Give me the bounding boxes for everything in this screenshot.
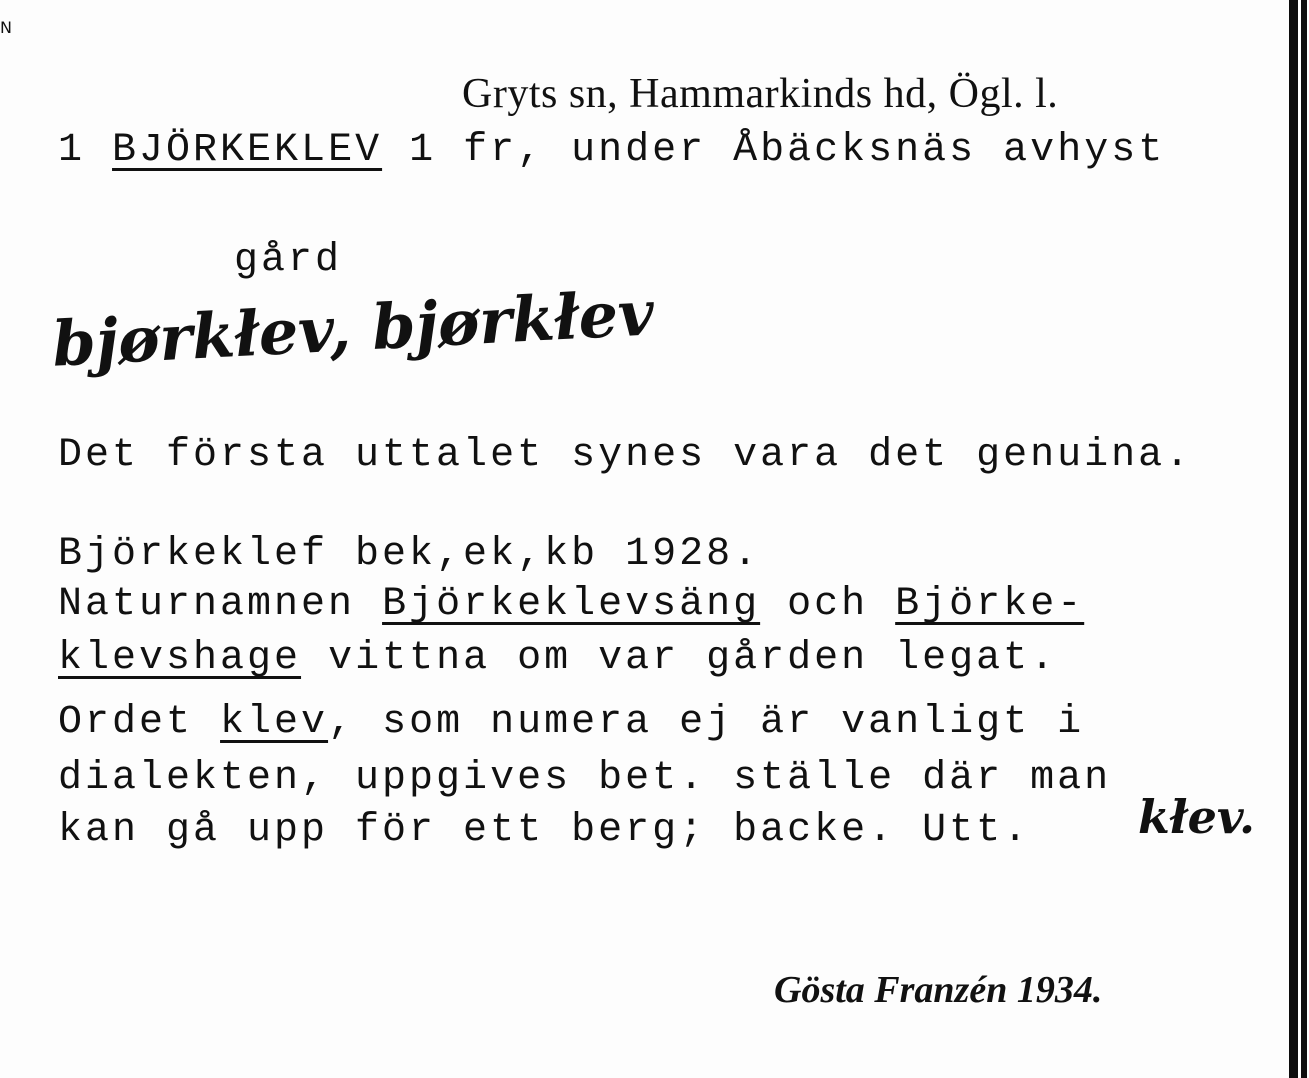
card-right-edge-gap bbox=[1298, 0, 1301, 1078]
entry-number: 1 bbox=[58, 128, 86, 173]
entry-description-continued: gård bbox=[234, 238, 343, 283]
word-note-line-3 bbox=[58, 808, 1030, 853]
handwritten-utt: kłev. bbox=[1138, 790, 1255, 844]
nature-names-middle: och bbox=[787, 582, 869, 627]
location-line: Gryts sn, Hammarkinds hd, Ögl. l. bbox=[462, 71, 1059, 117]
nature-name-2-part1: Björke- bbox=[895, 582, 1085, 627]
entry-name: BJÖRKEKLEV bbox=[112, 128, 383, 173]
record-line: Björkeklef bek,ek,kb 1928. bbox=[58, 532, 761, 577]
signature: Gösta Franzén 1934. bbox=[774, 969, 1103, 1011]
word-note-line-2: dialekten, uppgives bet. ställe där man bbox=[58, 756, 1112, 801]
word-note-line-1 bbox=[58, 700, 1084, 745]
handwritten-pronunciation: bjørkłev, bjørkłev bbox=[50, 276, 656, 381]
word-note-prefix: Ordet bbox=[58, 700, 194, 745]
word-note-line1-rest: , som numera ej är vanligt i bbox=[328, 700, 1085, 745]
nature-names-suffix: vittna om var gården legat. bbox=[328, 636, 1058, 681]
nature-name-2-part2: klevshage bbox=[58, 636, 302, 681]
word-note-line3-text: kan gå upp för ett berg; backe. Utt. bbox=[58, 808, 1031, 853]
word-note-word: klev bbox=[220, 700, 329, 745]
nature-name-1: Björkeklevsäng bbox=[382, 582, 761, 627]
nature-names-line bbox=[58, 582, 1084, 627]
entry-line bbox=[58, 128, 1165, 173]
corner-mark: N bbox=[0, 18, 12, 37]
nature-names-line-2 bbox=[58, 636, 1057, 681]
note-genuine: Det första uttalet synes vara det genuina. bbox=[58, 433, 1193, 478]
entry-description: 1 fr, under Åbäcksnäs avhyst bbox=[409, 128, 1166, 173]
nature-names-prefix: Naturnamnen bbox=[58, 582, 356, 627]
